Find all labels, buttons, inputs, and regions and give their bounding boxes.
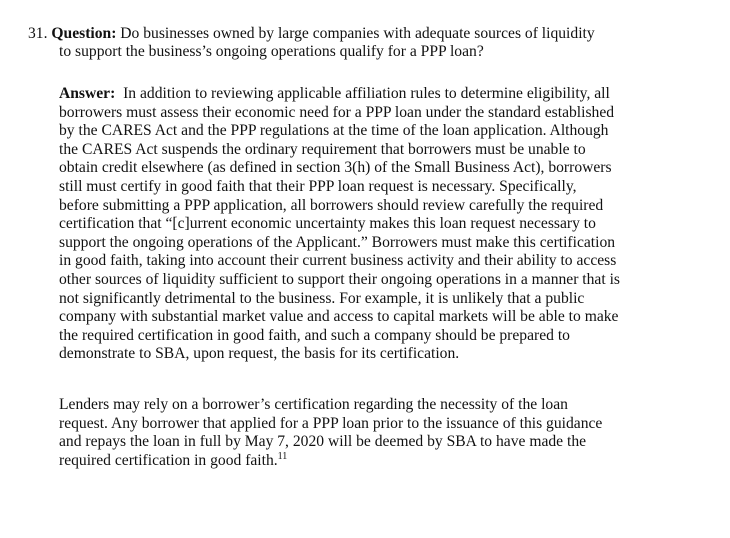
answer-paragraph (59, 85, 620, 364)
answer-label: Answer: (59, 85, 116, 102)
lenders-paragraph (59, 396, 602, 470)
footnote-marker: 11 (277, 450, 288, 462)
answer-line: in good faith, taking into account their current business activity and their ability to access (59, 252, 617, 270)
answer-line: borrowers must assess their economic need for a PPP loan under the standard established (59, 103, 615, 121)
answer-line: the CARES Act suspends the ordinary requirement that borrowers must be unable to (59, 140, 586, 158)
answer-line-first (59, 85, 620, 104)
answer-line: the required certification in good faith, and such a company should be prepared to (59, 326, 570, 344)
answer-text-first: In addition to reviewing applicable affiliation rules to determine eligibility, all (123, 85, 610, 102)
question-number: 31. (28, 25, 48, 42)
lenders-line: and repays the loan in full by May 7, 2020 will be deemed by SBA to have made the (59, 433, 587, 451)
answer-line: company with substantial market value and access to capital markets will be able to make (59, 308, 619, 326)
answer-line: certification that “[c]urrent economic uncertainty makes this loan request necessary to (59, 215, 596, 233)
answer-line: other sources of liquidity sufficient to support their ongoing operations in a manner that is (59, 270, 620, 288)
answer-line: still must certify in good faith that their PPP loan request is necessary. Specifically, (59, 177, 577, 195)
lenders-line-last (59, 452, 602, 471)
question-label: Question: (51, 25, 117, 42)
question-line-1 (28, 25, 595, 43)
answer-line: by the CARES Act and the PPP regulations at the time of the loan application. Although (59, 122, 609, 140)
answer-line: demonstrate to SBA, upon request, the basis for its certification. (59, 345, 460, 363)
question-line-2 (59, 43, 484, 61)
lenders-line: Lenders may rely on a borrower’s certification regarding the necessity of the loan (59, 396, 568, 413)
question-text-2: to support the business’s ongoing operations qualify for a PPP loan? (59, 43, 484, 60)
lenders-text-last: required certification in good faith. (59, 451, 278, 469)
answer-line: before submitting a PPP application, all borrowers should review carefully the required (59, 196, 604, 214)
answer-line: obtain credit elsewhere (as defined in section 3(h) of the Small Business Act), borrowers (59, 159, 612, 177)
answer-line: not significantly detrimental to the business. For example, it is unlikely that a public (59, 289, 585, 307)
question-text-1: Do businesses owned by large companies with adequate sources of liquidity (120, 25, 595, 42)
lenders-line: request. Any borrower that applied for a PPP loan prior to the issuance of this guidance (59, 414, 603, 432)
answer-line: support the ongoing operations of the Applicant.” Borrowers must make this certification (59, 233, 616, 251)
